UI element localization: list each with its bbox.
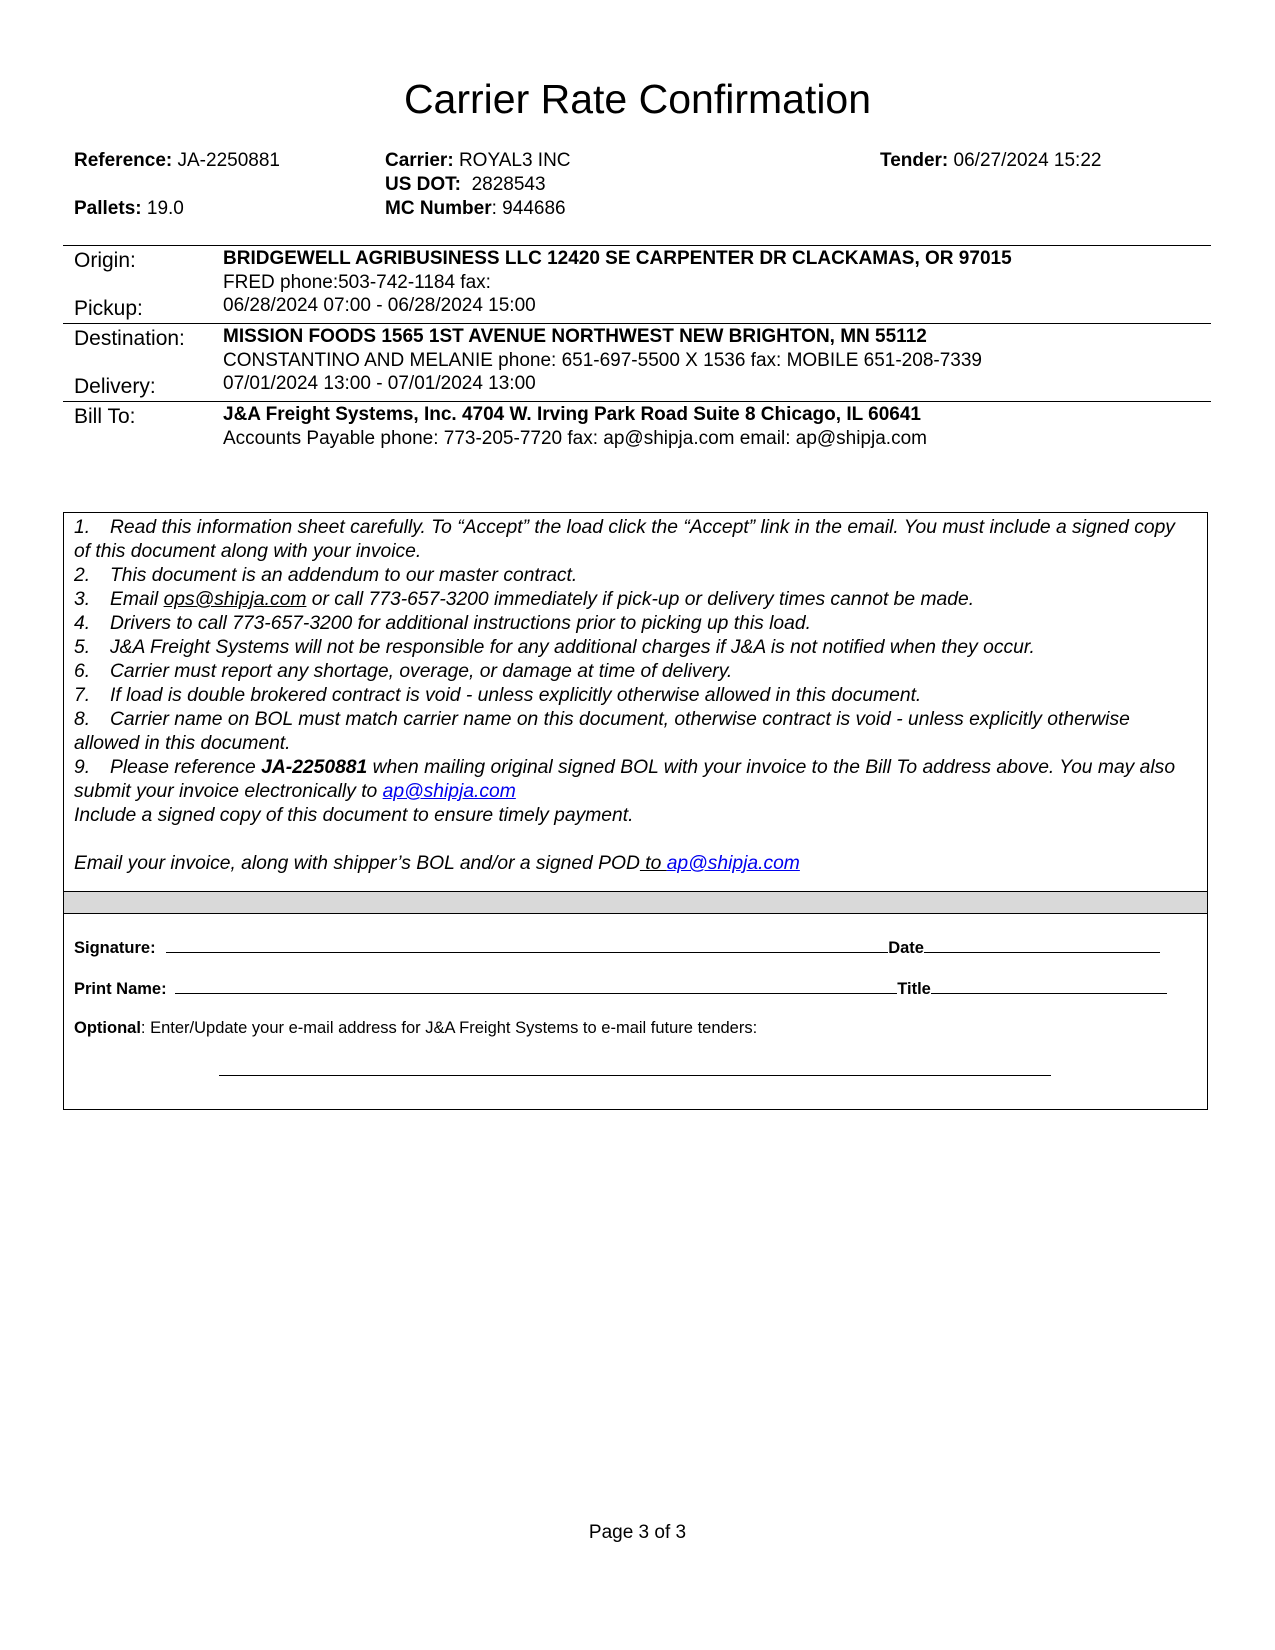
mc-value: : 944686 bbox=[491, 198, 566, 219]
term-3: 3. Email ops@shipja.com or call 773-657-3200 immediately if pick-up or delivery times cannot be made. bbox=[74, 589, 975, 610]
pickup-label: Pickup: bbox=[74, 297, 143, 320]
pickup-window: 06/28/2024 07:00 - 06/28/2024 15:00 bbox=[223, 295, 536, 316]
email-invoice-note: Email your invoice, along with shipper’s BOL and/or a signed POD to ap@shipja.com bbox=[74, 853, 800, 874]
reference-value: JA-2250881 bbox=[177, 150, 280, 171]
origin-contact: FRED phone:503-742-1184 fax: bbox=[223, 272, 491, 293]
reference-number: JA-2250881 bbox=[261, 757, 368, 778]
bill-to-label: Bill To: bbox=[74, 405, 136, 428]
term-1: 1. Read this information sheet carefully. To “Accept” the load click the “Accept” link in the email. You must include a signed copy of this document along with your invoice. bbox=[74, 517, 1175, 562]
origin-label: Origin: bbox=[74, 249, 136, 272]
destination-label: Destination: bbox=[74, 327, 185, 350]
tender-value: 06/27/2024 15:22 bbox=[953, 150, 1102, 171]
bill-to-contact: Accounts Payable phone: 773-205-7720 fax: ap@shipja.com email: ap@shipja.com bbox=[223, 428, 927, 449]
carrier-value: ROYAL3 INC bbox=[458, 150, 571, 171]
date-line[interactable] bbox=[924, 938, 1160, 953]
term-4: 4. Drivers to call 773-657-3200 for additional instructions prior to picking up this load. bbox=[74, 613, 811, 634]
mc-label: MC Number bbox=[385, 198, 492, 219]
origin-section bbox=[63, 245, 1211, 324]
spacer bbox=[74, 828, 1194, 852]
bill-to-section bbox=[63, 401, 1211, 462]
term-5: 5. J&A Freight Systems will not be responsible for any additional charges if J&A is not notified when they occur. bbox=[74, 637, 1035, 658]
ap-email-link[interactable]: ap@shipja.com bbox=[382, 781, 516, 802]
destination-contact: CONSTANTINO AND MELANIE phone: 651-697-5500 X 1536 fax: MOBILE 651-208-7339 bbox=[223, 350, 982, 371]
reference-label: Reference: bbox=[74, 150, 173, 171]
reference-field bbox=[74, 149, 280, 173]
delivery-label: Delivery: bbox=[74, 375, 156, 398]
delivery-window: 07/01/2024 13:00 - 07/01/2024 13:00 bbox=[223, 373, 536, 394]
print-name-line[interactable] bbox=[175, 979, 897, 994]
term-9: 9. Please reference JA-2250881 when mailing original signed BOL with your invoice to the Bill To address above. You may also submit your invoice electronically to ap@shipja.com bbox=[74, 757, 1176, 802]
date-label: Date bbox=[888, 939, 924, 957]
ap-email-link-2[interactable]: ap@shipja.com bbox=[666, 853, 800, 874]
pallets-value: 19.0 bbox=[146, 198, 184, 219]
signature-section bbox=[63, 914, 1208, 1110]
signature-row bbox=[74, 938, 1160, 958]
term-2: 2. This document is an addendum to our master contract. bbox=[74, 565, 578, 586]
bill-to-address: J&A Freight Systems, Inc. 4704 W. Irving Park Road Suite 8 Chicago, IL 60641 bbox=[223, 404, 921, 425]
destination-section bbox=[63, 323, 1211, 402]
origin-address: BRIDGEWELL AGRIBUSINESS LLC 12420 SE CARPENTER DR CLACKAMAS, OR 97015 bbox=[223, 248, 1012, 269]
term-7: 7. If load is double brokered contract is void - unless explicitly otherwise allowed in this document. bbox=[74, 685, 922, 706]
carrier-label: Carrier: bbox=[385, 150, 454, 171]
title-line[interactable] bbox=[931, 979, 1167, 994]
terms-text bbox=[74, 516, 1194, 876]
email-entry-line[interactable] bbox=[219, 1075, 1051, 1076]
pallets-field bbox=[74, 197, 184, 221]
tender-label: Tender: bbox=[880, 150, 949, 171]
optional-row bbox=[74, 1019, 757, 1038]
term-8: 8. Carrier name on BOL must match carrier name on this document, otherwise contract is void - unless explicitly otherwise allowed in this document. bbox=[74, 709, 1130, 754]
tender-field bbox=[880, 149, 1101, 173]
signature-line[interactable] bbox=[166, 938, 888, 953]
title-label: Title bbox=[897, 980, 931, 998]
page-number: Page 3 of 3 bbox=[588, 1522, 687, 1543]
destination-address: MISSION FOODS 1565 1ST AVENUE NORTHWEST NEW BRIGHTON, MN 55112 bbox=[223, 326, 927, 347]
usdot-field bbox=[385, 173, 546, 197]
separator-bar bbox=[63, 892, 1208, 914]
pallets-label: Pallets: bbox=[74, 198, 142, 219]
mc-field bbox=[385, 197, 566, 221]
optional-label: Optional bbox=[74, 1019, 141, 1037]
print-name-label: Print Name: bbox=[74, 980, 167, 998]
usdot-label: US DOT: bbox=[385, 174, 461, 195]
ops-email-link[interactable]: ops@shipja.com bbox=[163, 589, 307, 610]
document-title: Carrier Rate Confirmation bbox=[403, 76, 872, 122]
usdot-value: 2828543 bbox=[471, 174, 546, 195]
print-name-row bbox=[74, 979, 1167, 999]
term-6: 6. Carrier must report any shortage, overage, or damage at time of delivery. bbox=[74, 661, 733, 682]
terms-box bbox=[63, 512, 1208, 892]
signature-label: Signature: bbox=[74, 939, 156, 957]
optional-text: : Enter/Update your e-mail address for J&A Freight Systems to e-mail future tenders: bbox=[140, 1019, 758, 1037]
include-note: Include a signed copy of this document to ensure timely payment. bbox=[74, 805, 634, 826]
carrier-field bbox=[385, 149, 571, 173]
